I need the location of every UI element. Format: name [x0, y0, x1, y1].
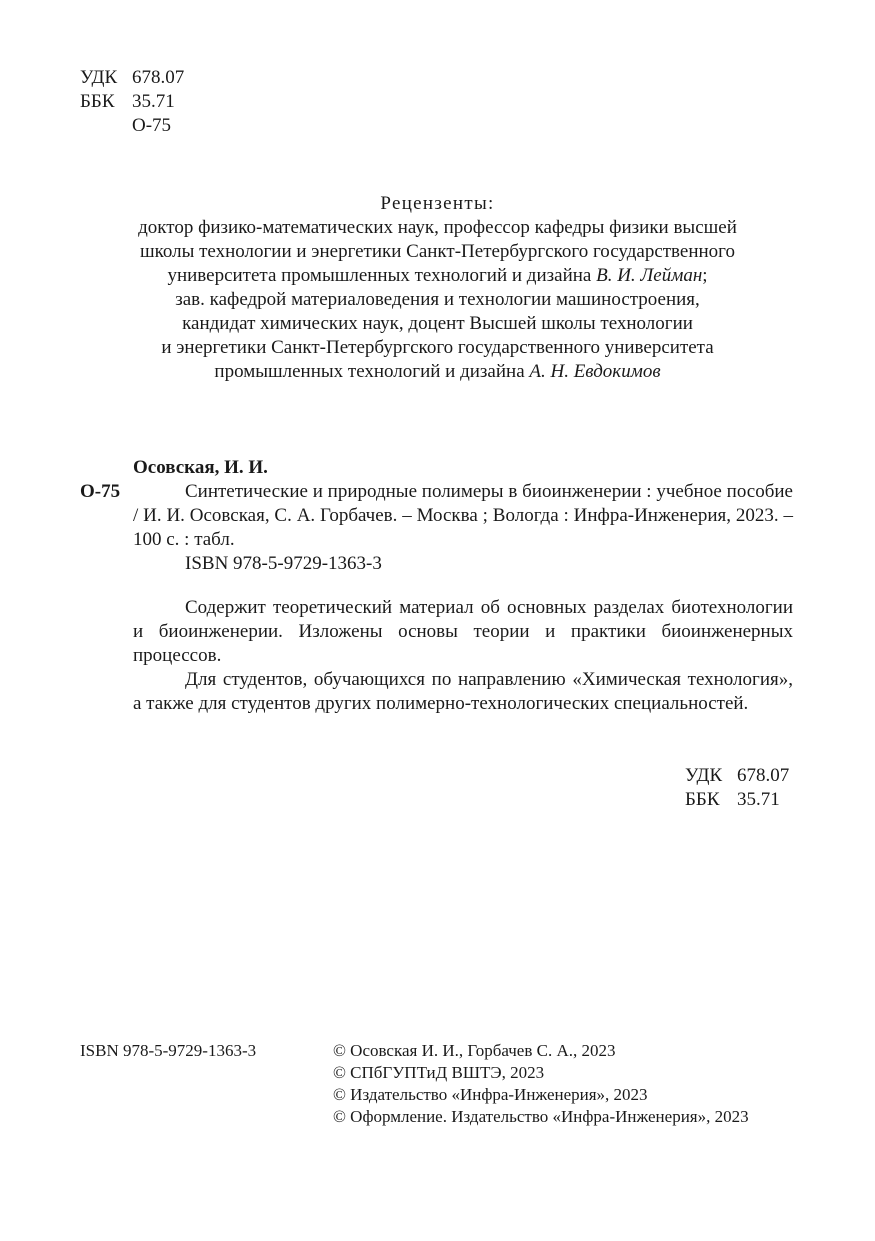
reviewers-line: доктор физико-математических наук, профессор кафедры физики высшей: [138, 217, 737, 238]
description-text: Синтетические и природные полимеры в биоинженерии : учебное пособие / И. И. Осовская, С. А. Горбачев. – Москва ; Вологда : Инфра-Инженерия, 2023. – 100 с. : табл.: [133, 481, 793, 550]
udk-row: [685, 764, 789, 788]
copyright-line: © Оформление. Издательство «Инфра-Инженерия», 2023: [333, 1107, 749, 1126]
copyright-line: © Осовская И. И., Горбачев С. А., 2023: [333, 1041, 616, 1060]
copyright-line: © СПбГУПТиД ВШТЭ, 2023: [333, 1063, 545, 1082]
reviewer-name: В. И. Лейман: [596, 265, 703, 286]
classification-codes-top: [80, 66, 184, 138]
bbk-label: ББК: [80, 91, 115, 112]
reviewer-name: А. Н. Евдокимов: [529, 361, 661, 382]
description-isbn: ISBN 978-5-9729-1363-3: [185, 553, 382, 574]
udk-label: УДК: [80, 67, 118, 88]
author-code: О-75: [132, 115, 172, 136]
bbk-row: [685, 788, 789, 812]
reviewers-line: школы технологии и энергетики Санкт-Петербургского государственного: [139, 241, 736, 262]
annotation: [133, 596, 793, 716]
reviewers-line-text: промышленных технологий и дизайна: [214, 361, 530, 382]
bbk-label: ББК: [685, 789, 720, 810]
annotation-paragraph: Для студентов, обучающихся по направлению «Химическая технология», а также для студентов других полимерно-технологических специальностей.: [133, 669, 793, 714]
reviewers-title: Рецензенты:: [380, 193, 495, 214]
annotation-paragraph: Содержит теоретический материал об основных разделах биотехнологии и биоинженерии. Изложены основы теории и практики биоинженерных процессов.: [133, 597, 793, 666]
reviewer-separator: ;: [702, 265, 708, 286]
classification-codes-bottom: [685, 764, 789, 812]
author-heading: Осовская, И. И.: [133, 457, 268, 478]
bbk-value: 35.71: [132, 91, 175, 112]
reviewers-line-text: университета промышленных технологий и дизайна: [167, 265, 597, 286]
reviewers-line: зав. кафедрой материаловедения и технологии машиностроения,: [175, 289, 700, 310]
copyright-list: [333, 1040, 749, 1128]
copyright-line: © Издательство «Инфра-Инженерия», 2023: [333, 1085, 648, 1104]
reviewers-line: кандидат химических наук, доцент Высшей школы технологии: [182, 313, 693, 334]
udk-label: УДК: [685, 765, 723, 786]
bbk-value: 35.71: [737, 789, 780, 810]
bbk-row: [80, 90, 184, 114]
reviewers-block: [0, 192, 875, 384]
reviewers-line: [0, 264, 875, 288]
udk-row: [80, 66, 184, 90]
footer-isbn: ISBN 978-5-9729-1363-3: [80, 1041, 257, 1060]
author-sign-code: О-75: [80, 481, 121, 502]
udk-value: 678.07: [132, 67, 185, 88]
reviewers-line: и энергетики Санкт-Петербургского государственного университета: [161, 337, 714, 358]
udk-value: 678.07: [737, 765, 790, 786]
bibliographic-description: [133, 480, 793, 576]
reviewers-line: [0, 360, 875, 384]
